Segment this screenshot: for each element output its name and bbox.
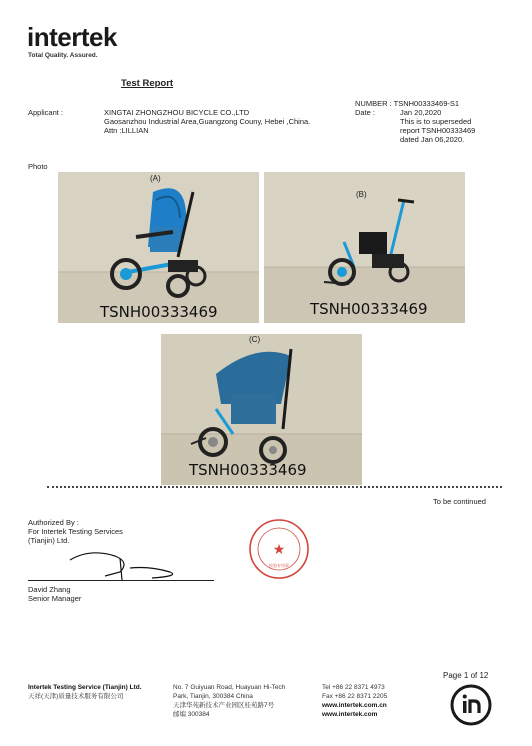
signer-name: David Zhang <box>28 585 71 594</box>
date-label: Date : <box>355 108 376 117</box>
applicant-attn: Attn :LILLIAN <box>104 126 149 135</box>
footer-web-cn: www.intertek.com.cn <box>322 702 387 709</box>
continued-note: To be continued <box>433 497 486 506</box>
applicant-address: Gaosanzhou Industrial Area,Guangzong Couny, Hebei ,China. <box>104 117 311 126</box>
photo-b-watermark: TSNH00333469 <box>310 300 428 318</box>
section-divider <box>47 486 502 488</box>
photo-label: Photo <box>28 162 48 171</box>
svg-text:检验专用章: 检验专用章 <box>269 563 289 568</box>
authorized-line-1: Authorized By : <box>28 518 79 527</box>
page-title: Test Report <box>121 78 174 89</box>
svg-text:★: ★ <box>272 542 286 558</box>
report-number: NUMBER : TSNH00333469-S1 <box>355 99 460 108</box>
signature-line <box>28 580 214 581</box>
footer-tel: Tel +86 22 8371 4973 <box>322 684 385 691</box>
supersede-line-2: report TSNH00333469 <box>400 126 476 135</box>
photo-b <box>264 172 465 323</box>
footer-address-3: 天津华苑新技术产业园区桂苑路7号 <box>173 702 275 709</box>
photo-c-watermark: TSNH00333469 <box>189 461 307 479</box>
applicant-label: Applicant : <box>28 108 64 117</box>
signature-image <box>60 538 200 583</box>
company-seal <box>248 518 310 580</box>
brand-tagline: Total Quality. Assured. <box>28 52 98 59</box>
applicant-name: XINGTAI ZHONGZHOU BICYCLE CO.,LTD <box>104 108 250 117</box>
intertek-in-logo-icon <box>449 683 493 727</box>
photo-b-caption: (B) <box>356 190 367 199</box>
footer-web: www.intertek.com <box>322 711 378 718</box>
date-value: Jan 20,2020 <box>400 108 442 117</box>
supersede-line-1: This is to superseded <box>400 117 472 126</box>
intertek-logo: intertek <box>27 22 117 52</box>
footer-company-cn: 天祥(天津)质量技术服务有限公司 <box>28 693 124 700</box>
photo-c <box>161 334 362 485</box>
authorized-line-2: For Intertek Testing Services <box>28 527 123 536</box>
footer-company-en: Intertek Testing Service (Tianjin) Ltd. <box>28 684 142 691</box>
photo-a-watermark: TSNH00333469 <box>100 303 218 321</box>
photo-c-caption: (C) <box>249 335 261 344</box>
footer-address-2: Park, Tianjin, 300384 China <box>173 693 253 700</box>
photo-a-caption: (A) <box>150 174 161 183</box>
photo-a <box>58 172 259 323</box>
supersede-line-3: dated Jan 06,2020. <box>400 135 465 144</box>
page-number: Page 1 of 12 <box>443 671 489 680</box>
footer-address-1: No. 7 Guiyuan Road, Huayuan Hi-Tech <box>173 684 286 691</box>
footer-address-4: 邮编 300384 <box>173 711 210 718</box>
footer-fax: Fax +86 22 8371 2205 <box>322 693 388 700</box>
signer-role: Senior Manager <box>28 594 82 603</box>
authorized-line-3: (Tianjin) Ltd. <box>28 536 70 545</box>
